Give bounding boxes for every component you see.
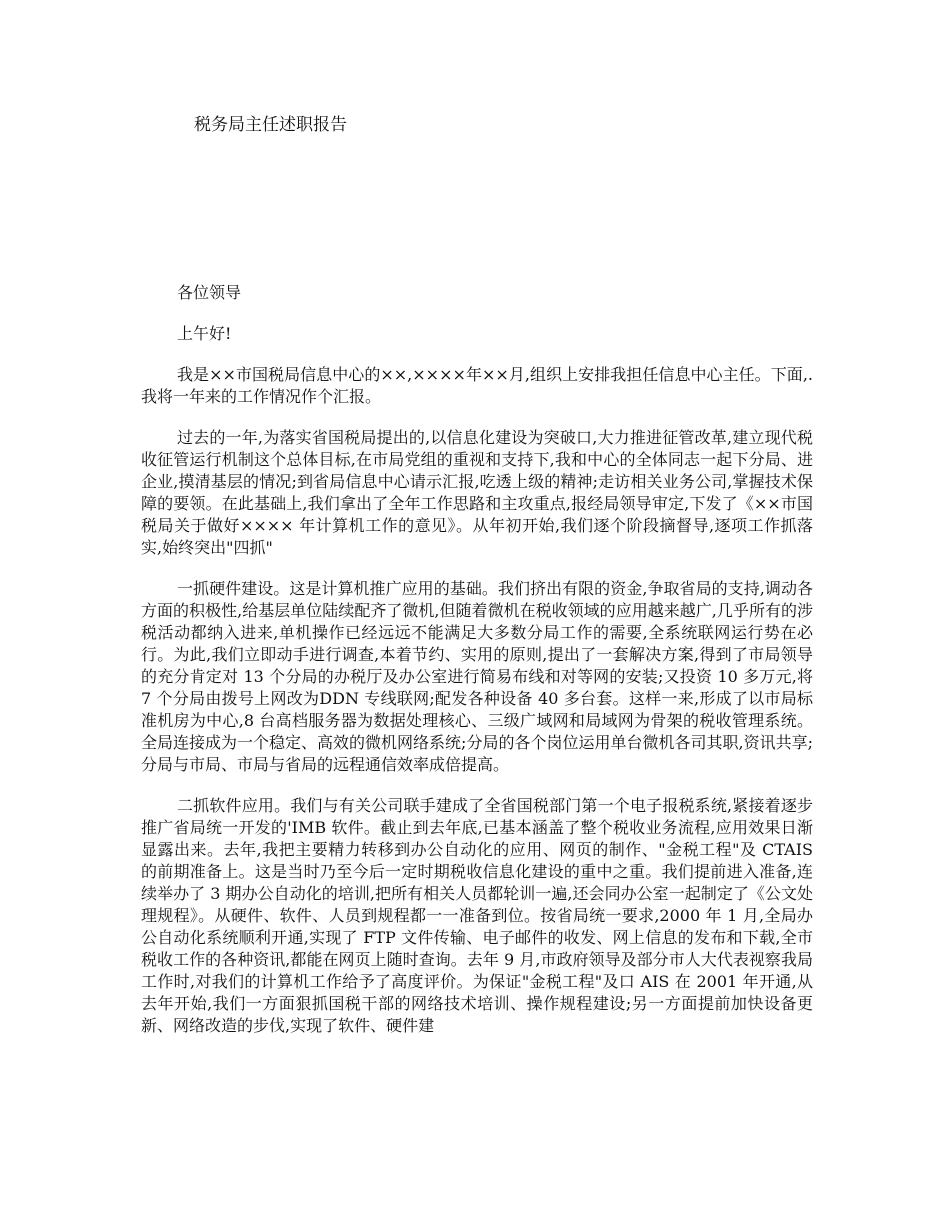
- paragraph-overview: 过去的一年,为落实省国税局提出的,以信息化建设为突破口,大力推进征管改革,建立现代税收征管运行机制这个总体目标,在市局党组的重视和支持下,我和中心的全体同志一起下分局、进企业,摸清基层的情况;到省局信息中心请示汇报,吃透上级的精神;走访相关业务公司,掌握技术保障的要领。在此基础上,我们拿出了全年工作思路和主攻重点,报经局领导审定,下发了《××市国税局关于做好×××× 年计算机工作的意见》。从年初开始,我们逐个阶段摘督导,逐项工作抓落实,始终突出"四抓": [141, 428, 813, 557]
- greeting: 上午好!: [177, 324, 232, 343]
- document-title: 税务局主任述职报告: [194, 115, 347, 135]
- salutation: 各位领导: [177, 283, 242, 302]
- document-body: [141, 282, 813, 1037]
- paragraph-intro: 我是××市国税局信息中心的××,××××年××月,组织上安排我担任信息中心主任。下面,.我将一年来的工作情况作个汇报。: [141, 365, 813, 406]
- paragraph-hardware: 一抓硬件建设。这是计算机推广应用的基础。我们挤出有限的资金,争取省局的支持,调动各方面的积极性,给基层单位陆续配齐了微机,但随着微机在税收领域的应用越来越广,几乎所有的涉税活动都纳入进来,单机操作已经远远不能满足大多数分局工作的需要,全系统联网运行势在必行。为此,我们立即动手进行调查,本着节约、实用的原则,提出了一套解决方案,得到了市局领导的充分肯定对 13 个分局的办税厅及办公室进行简易布线和对等网的安装;又投资 10 多万元,将 7 个分局由拨号上网改为DDN 专线联网;配发各种设备 40 多台套。这样一来,形成了以市局标准机房为中心,8 台高档服务器为数据处理核心、三级广域网和局域网为骨架的税收管理系统。全局连接成为一个稳定、高效的微机网络系统;分局的各个岗位运用单台微机各司其职,资讯共享;分局与市局、市局与省局的远程通信效率成倍提高。: [141, 579, 813, 774]
- paragraph-software: 二抓软件应用。我们与有关公司联手建成了全省国税部门第一个电子报税系统,紧接着逐步推广省局统一开发的'IMB 软件。截止到去年底,已基本涵盖了整个税收业务流程,应用效果日渐显露出来。去年,我把主要精力转移到办公自动化的应用、网页的制作、"金税工程"及 CTAIS 的前期准备上。这是当时乃至今后一定时期税收信息化建设的重中之重。我们提前进入准备,连续举办了 3 期办公自动化的培训,把所有相关人员都轮训一遍,还会同办公室一起制定了《公文处理规程》。从硬件、软件、人员到规程都一一准备到位。按省局统一要求,2000 年 1 月,全局办公自动化系统顺利开通,实现了 FTP 文件传输、电子邮件的收发、网上信息的发布和下载,全市税收工作的各种资讯,都能在网页上随时查询。去年 9 月,市政府领导及部分市人大代表视察我局工作时,对我们的计算机工作给予了高度评价。为保证"金税工程"及口 AIS 在 2001 年开通,从去年开始,我们一方面狠抓国税干部的网络技术培训、操作规程建设;另一方面提前加快设备更新、网络改造的步伐,实现了软件、硬件建: [141, 796, 813, 1035]
